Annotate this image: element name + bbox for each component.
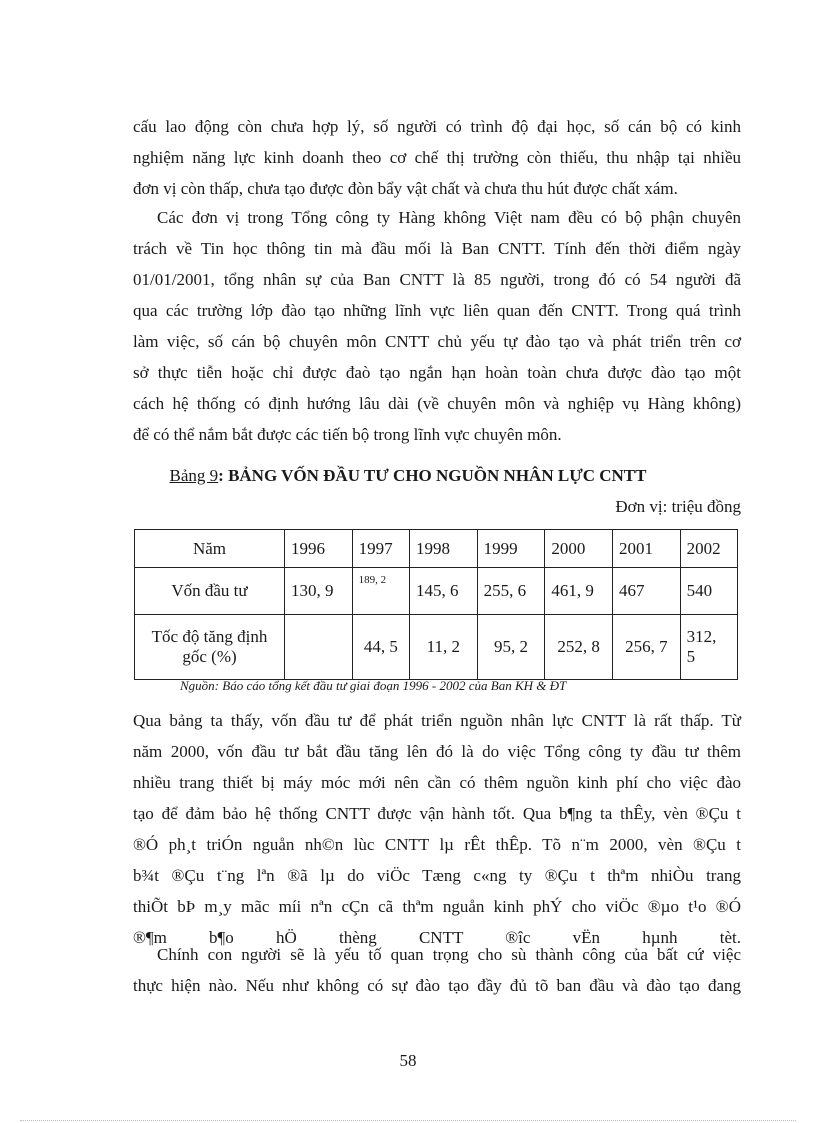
text-line: ®¶m b¶o hÖ thèng CNTT ®îc vËn hµnh tèt. <box>133 928 741 947</box>
text-line: cấu lao động còn chưa hợp lý, số người có trình độ đại học, số cán bộ có kinh <box>133 117 741 136</box>
text-line: trách về Tin học thông tin mà đầu mối là Ban CNTT. Tính đến thời điểm ngày <box>133 239 741 258</box>
text-line: Chính con người sẽ là yếu tố quan trọng cho sù thành công của bất cứ việc <box>157 945 741 964</box>
investment-cell: 461, 9 <box>545 568 613 615</box>
paragraph-3 <box>133 705 741 953</box>
year-cell: 1997 <box>352 530 409 568</box>
text-line: ®Ó ph¸t triÓn nguån nh©n lùc CNTT lµ rÊt thÊp. Tõ n¨m 2000, vèn ®Çu t <box>133 835 741 854</box>
growth-value-line: 5 <box>686 647 696 666</box>
table-header-cell: Năm <box>135 530 285 568</box>
text-line: Qua bảng ta thấy, vốn đầu tư để phát triển nguồn nhân lực CNTT là rất thấp. Từ <box>133 711 741 730</box>
investment-cell: 467 <box>612 568 680 615</box>
table-title <box>0 466 816 486</box>
growth-cell: 256, 7 <box>612 615 680 680</box>
table-source-note: Nguồn: Báo cáo tổng kết đầu tư giai đoạn 1996 - 2002 của Ban KH & ĐT <box>180 678 567 693</box>
text-line: nhiều trang thiết bị máy móc mới nên cần có thêm nguồn kinh phí cho việc đào <box>133 773 741 792</box>
investment-cell: 255, 6 <box>477 568 545 615</box>
table-row-investment <box>135 568 738 615</box>
paragraph-2 <box>133 202 741 450</box>
growth-value-line: 312, <box>686 627 717 646</box>
text-line: nghiệm năng lực kinh doanh theo cơ chế thị trường còn thiếu, thu nhập tại nhiều <box>133 148 741 167</box>
text-line: đơn vị còn thấp, chưa tạo được đòn bẩy vật chất và chưa thu hút được chất xám. <box>133 179 678 198</box>
text-line: để có thể nắm bắt được các tiến bộ trong lĩnh vực chuyên môn. <box>133 425 562 444</box>
page-number: 58 <box>399 1051 417 1070</box>
table-unit: Đơn vị: triệu đồng <box>615 497 741 516</box>
text-line: năm 2000, vốn đầu tư bắt đầu tăng lên đó là do việc Tổng công ty đầu tư thêm <box>133 742 741 761</box>
text-line: 01/01/2001, tổng nhân sự của Ban CNTT là 85 người, trong đó có 54 người đã <box>133 270 741 289</box>
investment-cell: 189, 2 <box>352 568 409 615</box>
text-line: thiÕt bÞ m¸y mãc míi nªn cÇn cã thªm nguån kinh phÝ cho viÖc ®µo t¹o ®Ó <box>133 897 741 916</box>
growth-cell <box>680 615 737 680</box>
page-bottom-rule <box>20 1120 796 1121</box>
growth-cell: 11, 2 <box>409 615 477 680</box>
growth-cell: 95, 2 <box>477 615 545 680</box>
growth-label-line: gốc (%) <box>182 647 237 666</box>
text-line: cách hệ thống có định hướng lâu dài (về chuyên môn và nghiệp vụ Hàng không) <box>133 394 741 413</box>
year-cell: 2000 <box>545 530 613 568</box>
investment-cell: 130, 9 <box>285 568 353 615</box>
table-label: Bảng 9 <box>169 466 219 485</box>
text-line: tạo để đảm bảo hệ thống CNTT được vận hành tốt. Qua b¶ng ta thÊy, vèn ®Çu t <box>133 804 741 823</box>
text-line: sở thực tiễn hoặc chỉ được đaò tạo ngắn hạn hoàn toàn chưa được đào tạo một <box>133 363 741 382</box>
year-cell: 2002 <box>680 530 737 568</box>
year-cell: 2001 <box>612 530 680 568</box>
year-cell: 1996 <box>285 530 353 568</box>
investment-cell: 540 <box>680 568 737 615</box>
table-row-years <box>135 530 738 568</box>
text-line: thực hiện nào. Nếu như không có sự đào tạo đầy đủ tõ ban đầu và đào tạo đang <box>133 976 741 995</box>
text-line: b¾t ®Çu t¨ng lªn ®ã lµ do viÖc Tæng c«ng ty ®Çu t thªm nhiÒu trang <box>133 866 741 885</box>
growth-label-line: Tốc độ tăng định <box>151 627 268 646</box>
growth-cell: 252, 8 <box>545 615 613 680</box>
paragraph-4 <box>133 939 741 1001</box>
text-line: Các đơn vị trong Tổng công ty Hàng không Việt nam đều có bộ phận chuyên <box>157 208 741 227</box>
paragraph-1 <box>133 111 741 204</box>
year-cell: 1999 <box>477 530 545 568</box>
table-title-text: : BẢNG VỐN ĐẦU TƯ CHO NGUỒN NHÂN LỰC CNTT <box>218 466 647 485</box>
year-cell: 1998 <box>409 530 477 568</box>
text-line: qua các trường lớp đào tạo những lĩnh vực liên quan đến CNTT. Trong quá trình <box>133 301 741 320</box>
investment-table <box>134 529 738 680</box>
table-row-growth <box>135 615 738 680</box>
growth-cell: 44, 5 <box>352 615 409 680</box>
table-row-label: Vốn đầu tư <box>135 568 285 615</box>
growth-cell <box>285 615 353 680</box>
text-line: làm việc, số cán bộ chuyên môn CNTT chủ yếu tự đào tạo và phát triển trên cơ <box>133 332 741 351</box>
investment-cell: 145, 6 <box>409 568 477 615</box>
table-row-label <box>135 615 285 680</box>
